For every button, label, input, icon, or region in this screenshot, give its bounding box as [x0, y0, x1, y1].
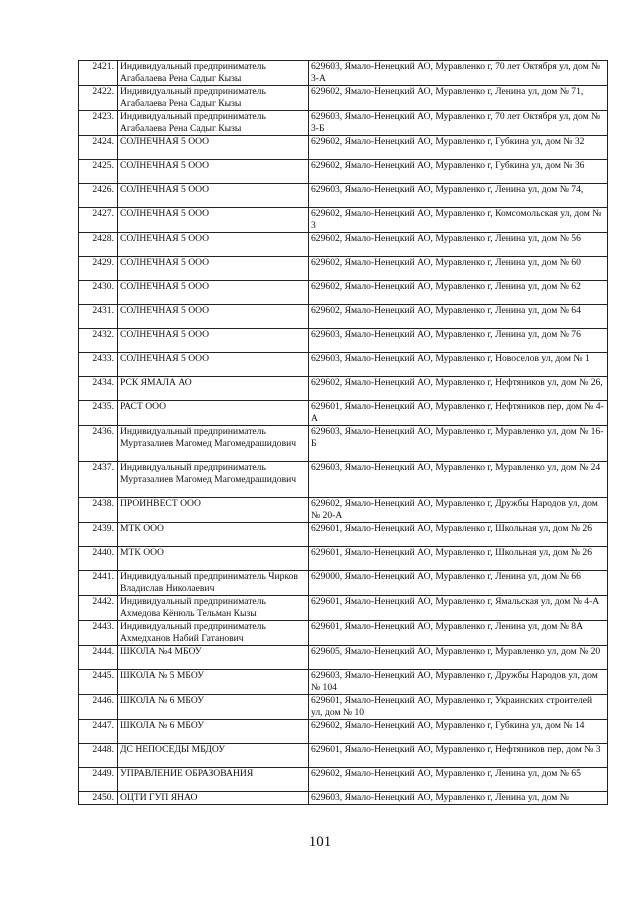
row-number: 2429.	[79, 257, 118, 281]
row-number: 2430.	[79, 281, 118, 305]
organization-address: 629602, Ямало-Ненецкий АО, Муравленко г, Дружбы Народов ул, дом № 20-А	[309, 498, 608, 523]
organization-name: СОЛНЕЧНАЯ 5 ООО	[118, 233, 309, 257]
table-row	[79, 695, 608, 720]
organization-address: 629601, Ямало-Ненецкий АО, Муравленко г, Школьная ул, дом № 26	[309, 547, 608, 571]
organization-address: 629602, Ямало-Ненецкий АО, Муравленко г, Губкина ул, дом № 14	[309, 720, 608, 744]
organization-address: 629602, Ямало-Ненецкий АО, Муравленко г, Ленина ул, дом № 71,	[309, 86, 608, 111]
organization-name: СОЛНЕЧНАЯ 5 ООО	[118, 353, 309, 377]
organization-address: 629602, Ямало-Ненецкий АО, Муравленко г, Ленина ул, дом № 62	[309, 281, 608, 305]
organization-address: 629601, Ямало-Ненецкий АО, Муравленко г, Ленина ул, дом № 8А	[309, 621, 608, 646]
row-number: 2438.	[79, 498, 118, 523]
organization-name: МТК ООО	[118, 547, 309, 571]
row-number: 2426.	[79, 184, 118, 208]
organization-name: РАСТ ООО	[118, 401, 309, 426]
table-row	[79, 426, 608, 462]
organization-name: РСК ЯМАЛА АО	[118, 377, 309, 401]
row-number: 2436.	[79, 426, 118, 462]
table-row	[79, 281, 608, 305]
organization-address: 629603, Ямало-Ненецкий АО, Муравленко г, Дружбы Народов ул, дом № 104	[309, 670, 608, 695]
table-row	[79, 401, 608, 426]
organization-address: 629603, Ямало-Ненецкий АО, Муравленко г, 70 лет Октября ул, дом № 3-А	[309, 61, 608, 86]
row-number: 2434.	[79, 377, 118, 401]
table-row	[79, 136, 608, 160]
organization-name: СОЛНЕЧНАЯ 5 ООО	[118, 305, 309, 329]
row-number: 2421.	[79, 61, 118, 86]
row-number: 2442.	[79, 596, 118, 621]
table-row	[79, 353, 608, 377]
organization-name: СОЛНЕЧНАЯ 5 ООО	[118, 257, 309, 281]
table-row	[79, 571, 608, 596]
organization-name: Индивидуальный предприниматель Ахмедова Кёнюль Тельман Кызы	[118, 596, 309, 621]
organization-name: ШКОЛА №4 МБОУ	[118, 646, 309, 670]
table-row	[79, 377, 608, 401]
organization-name: Индивидуальный предприниматель Муртазалиев Магомед Магомедрашидович	[118, 426, 309, 462]
organization-name: ОЦТИ ГУП ЯНАО	[118, 792, 309, 805]
organization-name: Индивидуальный предприниматель Ахмедханов Набий Гатанович	[118, 621, 309, 646]
organization-address: 629603, Ямало-Ненецкий АО, Муравленко г, Ленина ул, дом № 74,	[309, 184, 608, 208]
table-row	[79, 498, 608, 523]
organization-name: ШКОЛА № 6 МБОУ	[118, 695, 309, 720]
row-number: 2428.	[79, 233, 118, 257]
row-number: 2437.	[79, 462, 118, 498]
table-row	[79, 111, 608, 136]
table-row	[79, 646, 608, 670]
organization-name: СОЛНЕЧНАЯ 5 ООО	[118, 184, 309, 208]
organization-name: УПРАВЛЕНИЕ ОБРАЗОВАНИЯ	[118, 768, 309, 792]
organization-name: Индивидуальный предприниматель Муртазалиев Магомед Магомедрашидович	[118, 462, 309, 498]
organization-address: 629603, Ямало-Ненецкий АО, Муравленко г, Муравленко ул, дом № 16-Б	[309, 426, 608, 462]
organization-address: 629602, Ямало-Ненецкий АО, Муравленко г, Губкина ул, дом № 36	[309, 160, 608, 184]
row-number: 2423.	[79, 111, 118, 136]
organization-name: Индивидуальный предприниматель Агабалаева Рена Садыг Кызы	[118, 111, 309, 136]
organization-name: СОЛНЕЧНАЯ 5 ООО	[118, 281, 309, 305]
organization-address: 629601, Ямало-Ненецкий АО, Муравленко г, Украинских строителей ул, дом № 10	[309, 695, 608, 720]
table-row	[79, 160, 608, 184]
row-number: 2447.	[79, 720, 118, 744]
table-row	[79, 768, 608, 792]
row-number: 2427.	[79, 208, 118, 233]
table-row	[79, 523, 608, 547]
organization-address: 629601, Ямало-Ненецкий АО, Муравленко г, Школьная ул, дом № 26	[309, 523, 608, 547]
row-number: 2444.	[79, 646, 118, 670]
table-row	[79, 184, 608, 208]
table-row	[79, 305, 608, 329]
organization-name: ДС НЕПОСЕДЫ МБДОУ	[118, 744, 309, 768]
organization-address: 629603, Ямало-Ненецкий АО, Муравленко г, Новоселов ул, дом № 1	[309, 353, 608, 377]
table-row	[79, 547, 608, 571]
table-row	[79, 61, 608, 86]
organization-name: СОЛНЕЧНАЯ 5 ООО	[118, 208, 309, 233]
table-row	[79, 233, 608, 257]
table-row	[79, 670, 608, 695]
row-number: 2440.	[79, 547, 118, 571]
row-number: 2422.	[79, 86, 118, 111]
row-number: 2435.	[79, 401, 118, 426]
organization-address: 629603, Ямало-Ненецкий АО, Муравленко г, Ленина ул, дом №	[309, 792, 608, 805]
organization-address: 629602, Ямало-Ненецкий АО, Муравленко г, Ленина ул, дом № 64	[309, 305, 608, 329]
organization-address: 629603, Ямало-Ненецкий АО, Муравленко г, 70 лет Октября ул, дом № 3-Б	[309, 111, 608, 136]
organization-name: СОЛНЕЧНАЯ 5 ООО	[118, 160, 309, 184]
row-number: 2449.	[79, 768, 118, 792]
organization-name: Индивидуальный предприниматель Чирков Владислав Николаевич	[118, 571, 309, 596]
organization-name: СОЛНЕЧНАЯ 5 ООО	[118, 136, 309, 160]
registry-table	[78, 60, 608, 805]
table-row	[79, 621, 608, 646]
organization-address: 629603, Ямало-Ненецкий АО, Муравленко г, Муравленко ул, дом № 24	[309, 462, 608, 498]
row-number: 2431.	[79, 305, 118, 329]
registry-table-body	[79, 61, 608, 805]
organization-address: 629601, Ямало-Ненецкий АО, Муравленко г, Нефтяников пер, дом № 4-А	[309, 401, 608, 426]
table-row	[79, 257, 608, 281]
row-number: 2433.	[79, 353, 118, 377]
table-row	[79, 86, 608, 111]
organization-address: 629602, Ямало-Ненецкий АО, Муравленко г, Комсомольская ул, дом № 3	[309, 208, 608, 233]
organization-address: 629602, Ямало-Ненецкий АО, Муравленко г, Ленина ул, дом № 60	[309, 257, 608, 281]
organization-name: Индивидуальный предприниматель Агабалаева Рена Садыг Кызы	[118, 86, 309, 111]
row-number: 2445.	[79, 670, 118, 695]
row-number: 2425.	[79, 160, 118, 184]
organization-address: 629605, Ямало-Ненецкий АО, Муравленко г, Муравленко ул, дом № 20	[309, 646, 608, 670]
organization-address: 629602, Ямало-Ненецкий АО, Муравленко г, Губкина ул, дом № 32	[309, 136, 608, 160]
row-number: 2439.	[79, 523, 118, 547]
row-number: 2448.	[79, 744, 118, 768]
row-number: 2446.	[79, 695, 118, 720]
organization-name: СОЛНЕЧНАЯ 5 ООО	[118, 329, 309, 353]
row-number: 2450.	[79, 792, 118, 805]
organization-address: 629000, Ямало-Ненецкий АО, Муравленко г, Ленина ул, дом № 66	[309, 571, 608, 596]
row-number: 2443.	[79, 621, 118, 646]
table-row	[79, 744, 608, 768]
table-row	[79, 462, 608, 498]
table-row	[79, 208, 608, 233]
row-number: 2441.	[79, 571, 118, 596]
organization-name: ПРОИНВЕСТ ООО	[118, 498, 309, 523]
organization-address: 629603, Ямало-Ненецкий АО, Муравленко г, Ленина ул, дом № 76	[309, 329, 608, 353]
row-number: 2432.	[79, 329, 118, 353]
row-number: 2424.	[79, 136, 118, 160]
organization-address: 629601, Ямало-Ненецкий АО, Муравленко г, Нефтяников пер, дом № 3	[309, 744, 608, 768]
organization-address: 629602, Ямало-Ненецкий АО, Муравленко г, Ленина ул, дом № 65	[309, 768, 608, 792]
organization-name: Индивидуальный предприниматель Агабалаева Рена Садыг Кызы	[118, 61, 309, 86]
organization-name: МТК ООО	[118, 523, 309, 547]
table-row	[79, 720, 608, 744]
table-row	[79, 596, 608, 621]
organization-name: ШКОЛА № 5 МБОУ	[118, 670, 309, 695]
page-number: 101	[308, 834, 332, 850]
organization-name: ШКОЛА № 6 МБОУ	[118, 720, 309, 744]
organization-address: 629602, Ямало-Ненецкий АО, Муравленко г, Нефтяников ул, дом № 26,	[309, 377, 608, 401]
table-row	[79, 329, 608, 353]
organization-address: 629602, Ямало-Ненецкий АО, Муравленко г, Ленина ул, дом № 56	[309, 233, 608, 257]
table-row	[79, 792, 608, 805]
organization-address: 629601, Ямало-Ненецкий АО, Муравленко г, Ямальская ул, дом № 4-А	[309, 596, 608, 621]
